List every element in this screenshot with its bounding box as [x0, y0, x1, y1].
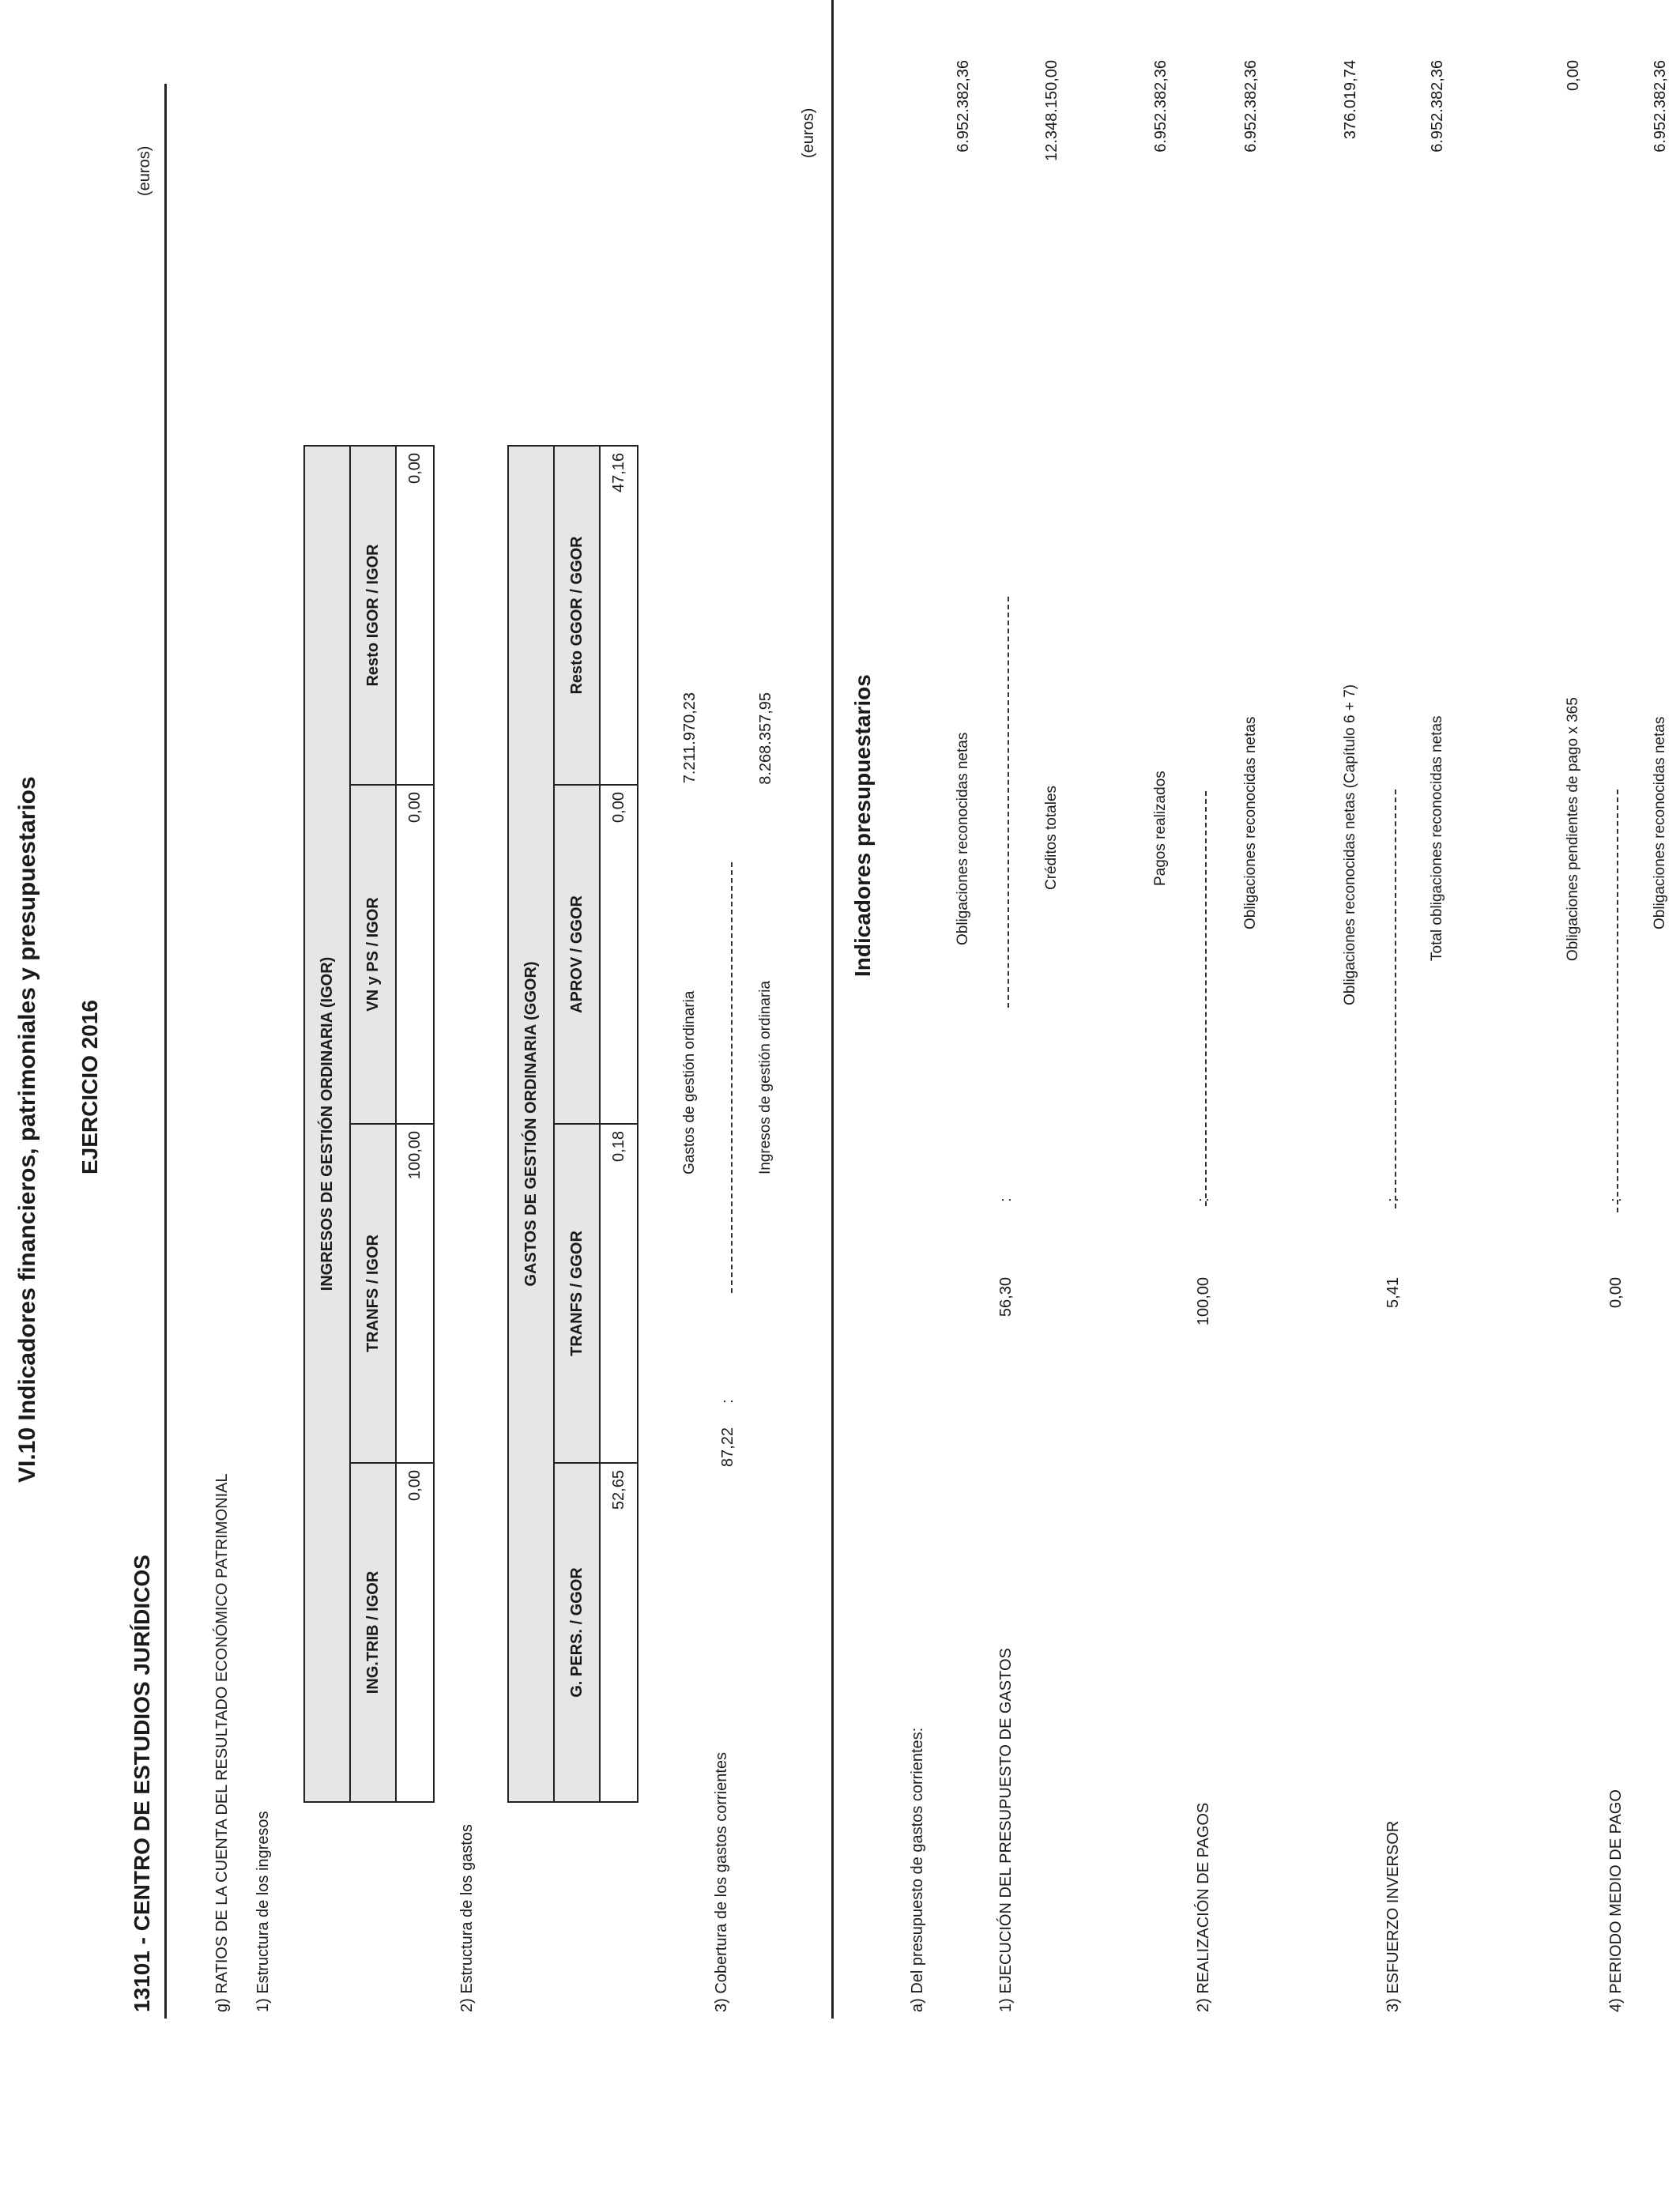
item-ejecucion-den-label: Créditos totales: [1043, 785, 1060, 890]
section-rule: [831, 0, 834, 2019]
item-esfuerzo-colon: :: [1384, 1197, 1402, 1202]
gastos-group-header: GASTOS DE GESTIÓN ORDINARIA (GGOR): [508, 446, 554, 1802]
ingresos-val-resto: 0,00: [396, 446, 434, 785]
item-ejecucion-den-value: 12.348.150,00: [1043, 60, 1060, 161]
item-ejecucion-label: 1) EJECUCIÓN DEL PRESUPUESTO DE GASTOS: [997, 1648, 1015, 2012]
item-realizacion-label: 2) REALIZACIÓN DE PAGOS: [1195, 1802, 1212, 2012]
item-periodo-den-label: Obligaciones reconocidas netas: [1652, 716, 1668, 929]
gastos-table: [507, 445, 638, 1803]
gastos-label: 2) Estructura de los gastos: [458, 1824, 476, 2012]
item-esfuerzo-value: 5,41: [1384, 1277, 1402, 1308]
header-rule: [164, 84, 167, 2019]
ingresos-label: 1) Estructura de los ingresos: [254, 1811, 272, 2012]
item-realizacion-den-label: Obligaciones reconocidas netas: [1242, 716, 1259, 929]
ingresos-val-ingtrib: 0,00: [396, 1463, 434, 1802]
gastos-col-resto: Resto GGOR / GGOR: [554, 446, 600, 785]
ingresos-col-vnps: VN y PS / IGOR: [350, 785, 396, 1124]
item-esfuerzo-num-label: Obligaciones reconocidas netas (Capítulo 6 + 7): [1342, 684, 1358, 1005]
item-periodo-num-value: 0,00: [1565, 60, 1582, 91]
item-periodo-fraction-line: [1617, 790, 1618, 1212]
cobertura-colon: :: [719, 1399, 736, 1404]
item-periodo-num-label: Obligaciones pendientes de pago x 365: [1565, 697, 1581, 961]
item-realizacion-den-value: 6.952.382,36: [1242, 60, 1260, 153]
presupuestarios-title: Indicadores presupuestarios: [850, 674, 875, 977]
ingresos-group-header: INGRESOS DE GESTIÓN ORDINARIA (IGOR): [304, 446, 350, 1802]
ingresos-table: [303, 445, 435, 1803]
item-realizacion-value: 100,00: [1195, 1277, 1212, 1326]
item-esfuerzo-den-value: 6.952.382,36: [1429, 60, 1446, 153]
ingresos-col-ingtrib: ING.TRIB / IGOR: [350, 1463, 396, 1802]
item-esfuerzo-den-label: Total obligaciones reconocidas netas: [1429, 715, 1445, 961]
gastos-col-tranfs: TRANFS / GGOR: [554, 1124, 600, 1463]
unit-label-presupuestarios: (euros): [800, 107, 817, 158]
item-ejecucion-fraction-line: [1008, 597, 1009, 1008]
cobertura-value: 87,22: [719, 1427, 736, 1468]
gastos-val-resto: 47,16: [600, 446, 638, 785]
report-year: EJERCICIO 2016: [77, 1000, 102, 1174]
gastos-col-aprov: APROV / GGOR: [554, 785, 600, 1124]
gastos-val-aprov: 0,00: [600, 785, 638, 1124]
gastos-val-gpers: 52,65: [600, 1463, 638, 1802]
item-esfuerzo-fraction-line: [1395, 790, 1396, 1208]
unit-label-top: (euros): [136, 145, 153, 196]
report-title: VI.10 Indicadores financieros, patrimoniales y presupuestarios: [14, 776, 40, 1483]
entity-title: 13101 - CENTRO DE ESTUDIOS JURÍDICOS: [130, 1555, 154, 2012]
cobertura-denominator-value: 8.268.357,95: [757, 692, 774, 785]
item-ejecucion-num-label: Obligaciones reconocidas netas: [955, 732, 971, 945]
item-realizacion-num-value: 6.952.382,36: [1152, 60, 1170, 153]
patrimonial-section-title: g) RATIOS DE LA CUENTA DEL RESULTADO ECONÓMICO PATRIMONIAL: [213, 1473, 231, 2012]
ingresos-col-tranfs: TRANFS / IGOR: [350, 1124, 396, 1463]
ingresos-col-resto: Resto IGOR / IGOR: [350, 446, 396, 785]
item-ejecucion-value: 56,30: [997, 1277, 1015, 1318]
item-realizacion-fraction-line: [1205, 791, 1207, 1206]
item-periodo-value: 0,00: [1607, 1277, 1625, 1308]
cobertura-label: 3) Cobertura de los gastos corrientes: [713, 1751, 730, 2012]
gastos-val-tranfs: 0,18: [600, 1124, 638, 1463]
gastos-col-gpers: G. PERS. / GGOR: [554, 1463, 600, 1802]
item-ejecucion-num-value: 6.952.382,36: [955, 60, 972, 153]
item-ejecucion-colon: :: [997, 1197, 1015, 1202]
item-periodo-den-value: 6.952.382,36: [1652, 60, 1669, 153]
ingresos-val-tranfs: 100,00: [396, 1124, 434, 1463]
item-esfuerzo-num-value: 376.019,74: [1342, 60, 1359, 140]
item-periodo-colon: :: [1607, 1197, 1625, 1202]
cobertura-fraction-line: [731, 862, 733, 1293]
cobertura-numerator-label: Gastos de gestión ordinaria: [681, 990, 698, 1174]
item-realizacion-colon: :: [1195, 1197, 1212, 1202]
cobertura-denominator-label: Ingresos de gestión ordinaria: [757, 980, 774, 1174]
cobertura-numerator-value: 7.211.970,23: [681, 692, 699, 784]
item-esfuerzo-label: 3) ESFUERZO INVERSOR: [1384, 1820, 1402, 2012]
ingresos-val-vnps: 0,00: [396, 785, 434, 1124]
presupuestarios-subsection: a) Del presupuesto de gastos corrientes:: [909, 1727, 926, 2012]
item-periodo-label: 4) PERIODO MEDIO DE PAGO: [1607, 1789, 1625, 2012]
item-realizacion-num-label: Pagos realizados: [1152, 771, 1169, 886]
